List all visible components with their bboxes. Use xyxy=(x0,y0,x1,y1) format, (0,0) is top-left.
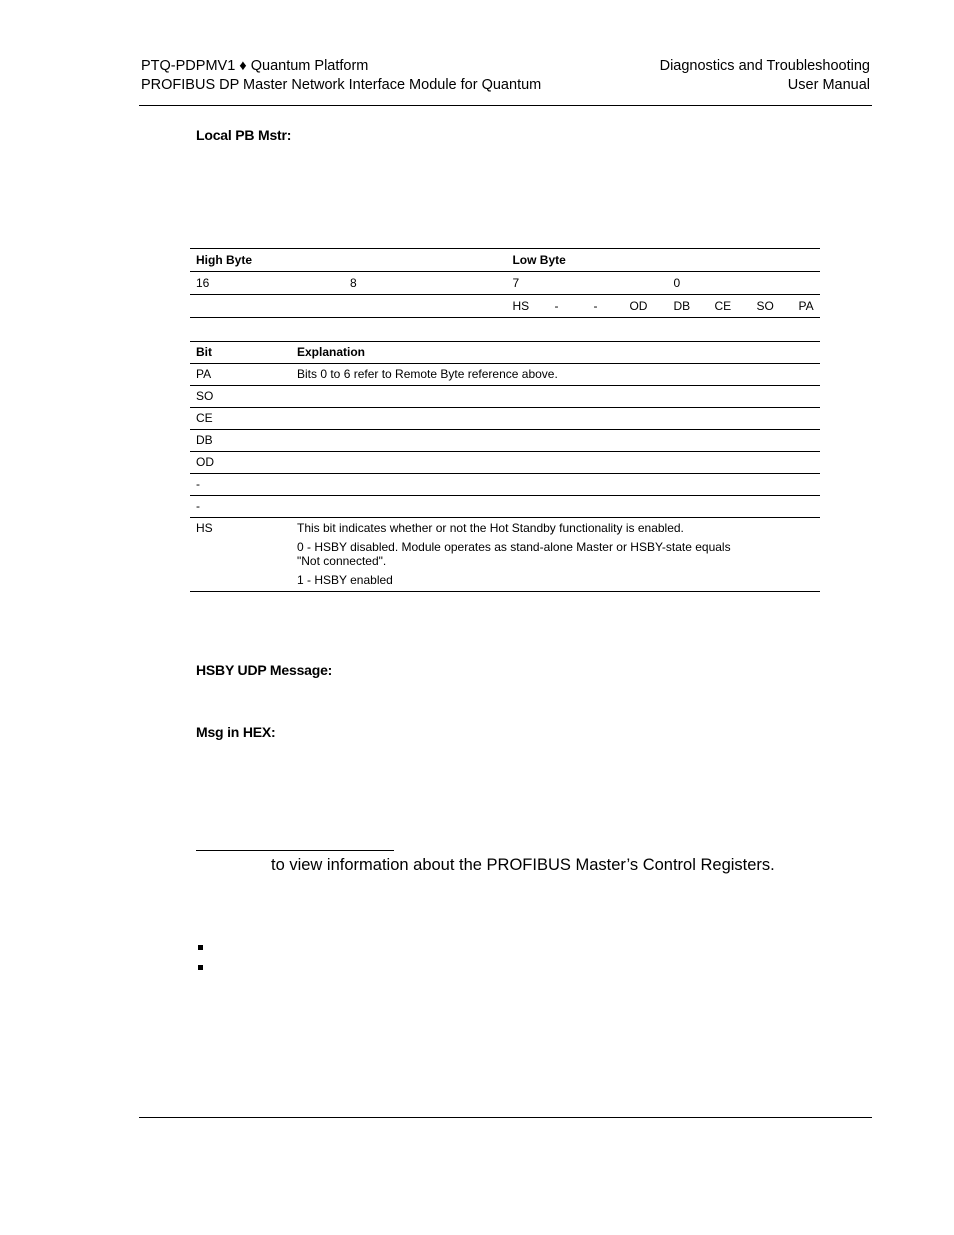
explanation-cell xyxy=(291,430,820,452)
explanation-cell xyxy=(291,452,820,474)
explanation-cell xyxy=(291,496,820,518)
bit-name-cell: PA xyxy=(798,299,814,313)
header-product: PTQ-PDPMV1 ♦ Quantum Platform xyxy=(141,58,369,74)
explanation-cell xyxy=(291,518,820,592)
local-pb-mstr-label: Local PB Mstr: xyxy=(196,127,292,143)
explanation-cell xyxy=(291,386,820,408)
header-section: Diagnostics and Troubleshooting xyxy=(659,58,870,74)
explanation-cell xyxy=(291,408,820,430)
bullet-icon xyxy=(198,965,203,970)
bit-cell: - xyxy=(196,477,200,491)
table-row xyxy=(190,518,820,592)
header-left xyxy=(141,57,541,95)
table-row xyxy=(190,386,820,408)
bit-explanation-table xyxy=(190,341,820,592)
table-row xyxy=(190,452,820,474)
bit-number-row xyxy=(190,272,820,295)
low-byte-header: Low Byte xyxy=(512,253,566,267)
explanation-cell xyxy=(291,474,820,496)
table-row xyxy=(190,408,820,430)
bit-name-cell: HS xyxy=(512,299,530,313)
bit-cell: OD xyxy=(196,455,214,469)
bit-name-cell: - xyxy=(593,299,598,313)
table-row xyxy=(190,430,820,452)
body-text: to view information about the PROFIBUS Master’s Control Registers. xyxy=(271,856,775,874)
bit-cell: PA xyxy=(196,367,212,381)
bit-7-label: 7 xyxy=(512,276,520,290)
bit-cell: - xyxy=(196,499,200,513)
hsby-udp-message-label: HSBY UDP Message: xyxy=(196,662,333,678)
hs-explanation-line: This bit indicates whether or not the Hot Standby functionality is enabled. xyxy=(297,521,684,535)
table-row xyxy=(190,364,820,386)
table-header-row xyxy=(190,342,820,364)
bit-name-cell: CE xyxy=(714,299,732,313)
bit-0-label: 0 xyxy=(673,276,681,290)
bit-16-label: 16 xyxy=(196,276,210,290)
bit-name-row xyxy=(190,295,820,318)
bit-cell: DB xyxy=(196,433,213,447)
bit-cell: CE xyxy=(196,411,213,425)
high-byte-header: High Byte xyxy=(196,253,253,267)
footer-divider xyxy=(139,1117,872,1118)
bit-name-cell: - xyxy=(554,299,559,313)
bit-name-cell: DB xyxy=(673,299,691,313)
hs-explanation-line: 0 - HSBY disabled. Module operates as stand-alone Master or HSBY-state equals "Not connected". xyxy=(297,540,731,568)
header-right xyxy=(660,57,870,95)
byte-layout-table xyxy=(190,248,820,318)
msg-in-hex-label: Msg in HEX: xyxy=(196,724,276,740)
bit-name-cell: OD xyxy=(629,299,648,313)
explanation-column-header: Explanation xyxy=(297,345,366,359)
table-header-row xyxy=(190,249,820,272)
bit-column-header: Bit xyxy=(196,345,212,359)
bit-cell: SO xyxy=(196,389,214,403)
bullet-icon xyxy=(198,945,203,950)
table-row xyxy=(190,496,820,518)
separator-line xyxy=(196,850,394,851)
explanation-cell: Bits 0 to 6 refer to Remote Byte reference above. xyxy=(297,367,558,381)
header-divider xyxy=(139,105,872,106)
bit-8-label: 8 xyxy=(350,276,357,290)
bit-name-cell: SO xyxy=(756,299,774,313)
bit-cell: HS xyxy=(196,521,213,535)
hs-explanation-line: 1 - HSBY enabled xyxy=(297,573,393,587)
header-doc-type: User Manual xyxy=(787,77,870,93)
table-row xyxy=(190,474,820,496)
header-product-desc: PROFIBUS DP Master Network Interface Module for Quantum xyxy=(141,77,542,93)
